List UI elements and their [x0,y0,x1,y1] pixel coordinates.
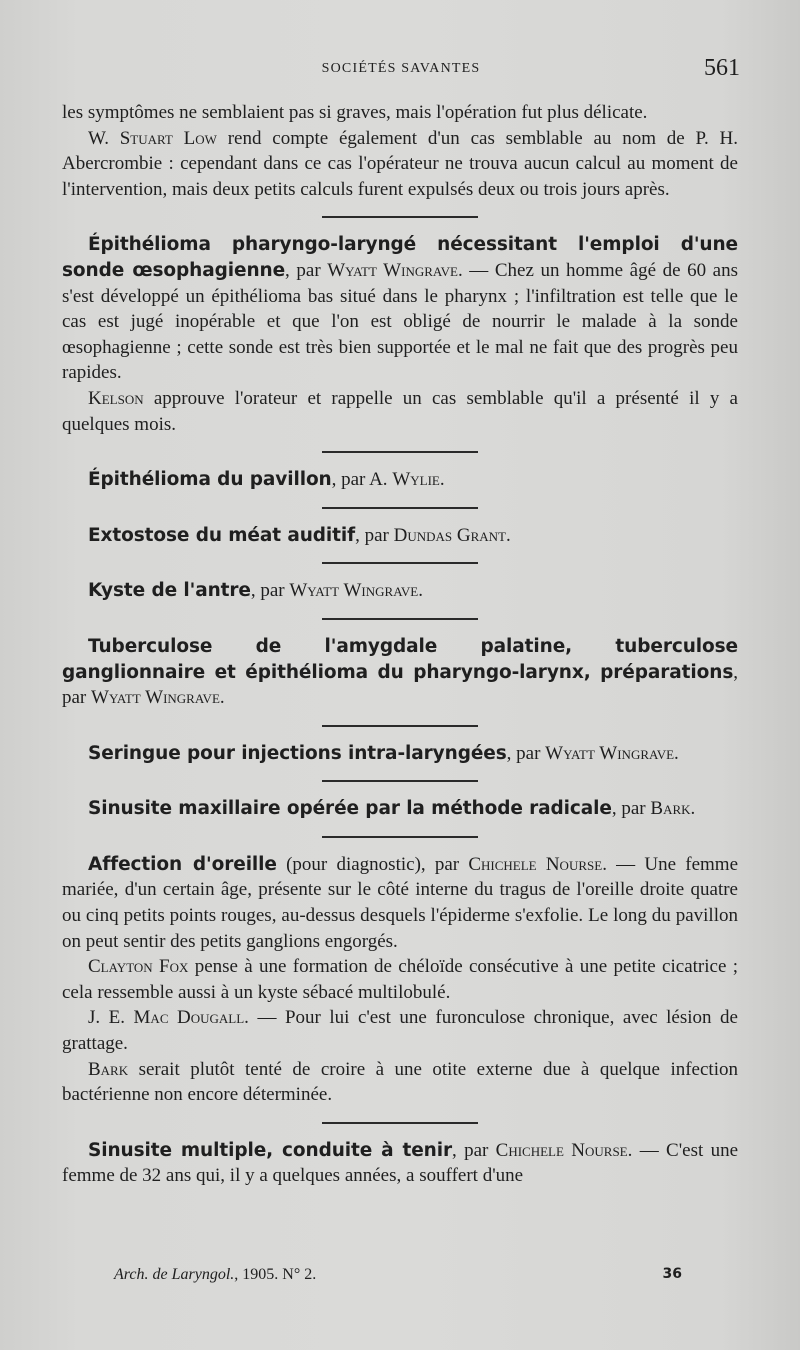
paragraph-continuation: les symptômes ne semblaient pas si graves, mais l'opération fut plus délicate. [62,102,648,123]
paragraph-mac-dougall [62,1005,738,1056]
section-rule [322,507,478,509]
journal-issue: , 1905. N° 2. [234,1266,317,1283]
author-name: Bark [650,798,691,820]
author-name: Wyatt Wingrave [289,580,419,602]
author-name: Wyatt Wingrave [545,742,675,764]
speaker-name: Bark [88,1058,129,1080]
author-name: Chichele Nourse [468,853,603,875]
section-rule [322,451,478,453]
section-title: Kyste de l'antre [88,580,251,602]
punctuation: . [418,580,423,602]
running-title: SOCIÉTÉS SAVANTES [321,61,481,76]
paragraph-text: pense à une formation de chéloïde consécutive à une petite cicatrice ; cela ressemble aussi à un kyste sébacé multilobulé. [62,956,738,1003]
section-rule [322,216,478,218]
paragraph-text: serait plutôt tenté de croire à une otite externe due à quelque infection bactérienne non encore déterminée. [62,1058,738,1106]
section-tuberculose [62,634,738,711]
page-header [62,55,740,91]
section-sinusite-maxillaire [62,796,738,822]
speaker-name: W. Stuart Low [88,127,217,149]
section-title: Affection d'oreille [88,853,277,875]
section-kyste [62,578,738,604]
section-title: Épithélioma pharyngo-laryngé nécessitant l'emploi d'une sonde œsophagienne [62,234,738,281]
section-rule [322,1122,478,1124]
byline: , par [506,742,546,764]
paragraph-text: . — Chez un homme âgé de 60 ans s'est développé un épithélioma bas situé dans le pharynx ; l'infiltration est telle que le cas est jugé inopérable et que l'on est obligé de nourrir le malade à la sonde œsophagienne ; cette sonde est très bien supportée et le mal ne fait que des progrès peu rapides. [62,259,739,384]
punctuation: . [506,524,511,546]
byline: , par [285,259,328,281]
punctuation: . [690,798,696,820]
punctuation: . [439,469,445,491]
paragraph-kelson [62,386,738,437]
author-name: Wyatt Wingrave [327,259,458,281]
paragraph-text: rend compte également d'un cas semblable au nom de P. H. Abercrombie : cependant dans ce cas l'opérateur ne trouva aucun calcul au moment de l'intervention, mais deux petits calculs furent expulsés deux ou trois jours après. [62,127,738,200]
section-rule [322,618,478,620]
section-title: Seringue pour injections intra-laryngées [88,742,507,764]
byline: , par A. [331,469,393,491]
speaker-name: Clayton Fox [88,956,189,978]
paragraph-text: . — Pour lui c'est une furonculose chronique, avec lésion de grattage. [62,1007,738,1055]
section-seringue [62,741,738,767]
paragraph-text: . — C'est une femme de 32 ans qui, il y a quelques années, a souffert d'une [62,1139,739,1187]
section-title: Sinusite multiple, conduite à tenir [88,1139,452,1161]
signature-mark: 36 [662,1266,682,1282]
section-rule [322,562,478,564]
section-sinusite-multiple [62,1138,738,1189]
section-title: Extostose du méat auditif [88,524,356,546]
section-rule [322,725,478,727]
speaker-name: J. E. Mac Dougall [88,1007,245,1029]
page-number: 561 [704,55,740,81]
page-body [62,100,738,1189]
paragraph-text: . — Une femme mariée, d'un certain âge, présente sur le côté interne du tragus de l'oreille droite quatre ou cinq petits points rouges, au-dessus desquels l'épiderme s'exfolie. Le long du pavillon on peut sentir des petits ganglions engorgés. [62,853,738,952]
byline: , par [62,661,738,709]
author-name: Wyatt Wingrave [91,687,220,709]
paragraph-text: approuve l'orateur et rappelle un cas semblable qu'il a présenté il y a quelques mois. [62,387,738,435]
byline: (pour diagnostic), par [276,853,469,875]
paragraph-clayton-fox [62,954,738,1005]
paragraph-stuart-low [62,126,738,203]
byline: , par [451,1139,496,1161]
journal-citation [114,1266,316,1284]
byline: , par [355,524,394,546]
author-name: Chichele Nourse [495,1139,628,1161]
punctuation: . [674,742,679,764]
section-extostose [62,523,738,549]
author-name: Wylie [392,469,440,491]
byline: , par [611,798,651,820]
byline: , par [250,580,290,602]
section-title: Sinusite maxillaire opérée par la méthode radicale [88,798,612,820]
journal-title: Arch. de Laryngol. [114,1266,235,1283]
author-name: Dundas Grant [393,524,506,546]
section-rule [322,780,478,782]
section-epithelioma-pavillon [62,467,738,493]
punctuation: . [219,687,225,709]
section-affection-oreille [62,852,738,954]
section-epithelioma-pharyngo [62,232,738,386]
paragraph-bark [62,1057,738,1108]
section-rule [322,836,478,838]
speaker-name: Kelson [88,387,144,409]
section-title: Tuberculose de l'amygdale palatine, tuberculose ganglionnaire et épithélioma du pharyngo-larynx, préparations [62,635,738,683]
section-title: Épithélioma du pavillon [88,469,332,491]
